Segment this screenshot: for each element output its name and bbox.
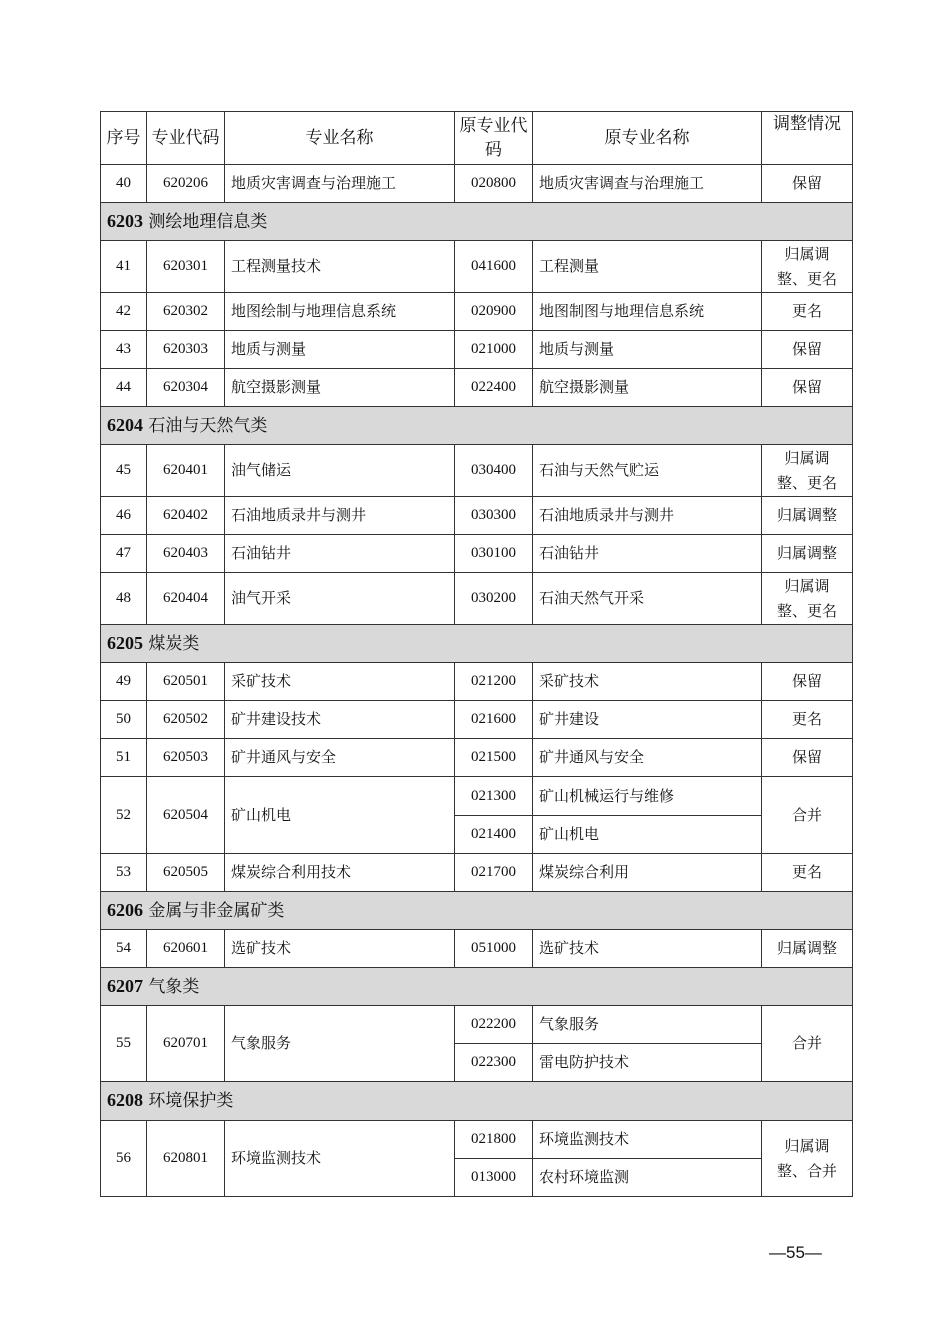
category-row	[101, 892, 853, 930]
seq-cell: 55	[101, 1006, 147, 1082]
code-cell: 620303	[147, 331, 225, 369]
code-cell: 620701	[147, 1006, 225, 1082]
table-row	[101, 497, 853, 535]
header-seq: 序号	[101, 112, 147, 165]
code-cell: 620505	[147, 854, 225, 892]
orig-code-cell: 021400	[455, 816, 533, 854]
orig-name-cell: 环境监测技术	[533, 1121, 762, 1159]
page-number: —55—	[769, 1243, 822, 1262]
orig-name-cell: 石油与天然气贮运	[533, 445, 762, 497]
code-cell: 620401	[147, 445, 225, 497]
table-row	[101, 369, 853, 407]
orig-name-cell: 地质与测量	[533, 331, 762, 369]
category-name: 金属与非金属矿类	[148, 900, 285, 921]
orig-code-cell: 021800	[455, 1121, 533, 1159]
orig-code-cell: 020800	[455, 165, 533, 203]
adjust-cell: 归属调整	[762, 930, 853, 968]
orig-name-cell: 矿井建设	[533, 701, 762, 739]
seq-cell: 50	[101, 701, 147, 739]
name-cell: 环境监测技术	[225, 1121, 455, 1197]
header-name: 专业名称	[225, 112, 455, 165]
orig-code-cell: 022200	[455, 1006, 533, 1044]
seq-cell: 56	[101, 1121, 147, 1197]
name-cell: 油气储运	[225, 445, 455, 497]
orig-code-cell: 021300	[455, 777, 533, 816]
code-cell: 620403	[147, 535, 225, 573]
name-cell: 工程测量技术	[225, 241, 455, 293]
adjust-cell: 保留	[762, 331, 853, 369]
major-adjustment-table	[100, 111, 853, 1197]
name-cell: 矿井通风与安全	[225, 739, 455, 777]
orig-code-cell: 051000	[455, 930, 533, 968]
seq-cell: 48	[101, 573, 147, 625]
orig-name-cell: 采矿技术	[533, 663, 762, 701]
orig-code-cell: 021200	[455, 663, 533, 701]
orig-code-cell: 021000	[455, 331, 533, 369]
table-row	[101, 1121, 853, 1159]
orig-name-cell: 工程测量	[533, 241, 762, 293]
orig-name-cell: 石油天然气开采	[533, 573, 762, 625]
code-cell: 620301	[147, 241, 225, 293]
seq-cell: 51	[101, 739, 147, 777]
table-row	[101, 663, 853, 701]
table-row	[101, 293, 853, 331]
category-code: 6204	[107, 414, 143, 435]
table-row	[101, 165, 853, 203]
code-cell: 620502	[147, 701, 225, 739]
orig-name-cell: 地图制图与地理信息系统	[533, 293, 762, 331]
orig-code-cell: 030400	[455, 445, 533, 497]
orig-code-cell: 020900	[455, 293, 533, 331]
table-row	[101, 331, 853, 369]
code-cell: 620501	[147, 663, 225, 701]
category-code: 6206	[107, 899, 143, 920]
orig-name-cell: 选矿技术	[533, 930, 762, 968]
category-row	[101, 203, 853, 241]
category-name: 环境保护类	[148, 1091, 234, 1111]
name-cell: 地质与测量	[225, 331, 455, 369]
category-code: 6208	[107, 1090, 143, 1110]
table-row	[101, 241, 853, 293]
adjust-cell: 归属调整、更名	[762, 445, 853, 497]
table-row	[101, 739, 853, 777]
seq-cell: 47	[101, 535, 147, 573]
header-adjust: 调整情况	[762, 112, 853, 165]
name-cell: 航空摄影测量	[225, 369, 455, 407]
orig-code-cell: 021700	[455, 854, 533, 892]
code-cell: 620404	[147, 573, 225, 625]
seq-cell: 52	[101, 777, 147, 854]
name-cell: 气象服务	[225, 1006, 455, 1082]
seq-cell: 49	[101, 663, 147, 701]
category-row	[101, 968, 853, 1006]
adjust-cell: 更名	[762, 854, 853, 892]
orig-code-cell: 030300	[455, 497, 533, 535]
code-cell: 620504	[147, 777, 225, 854]
table-row	[101, 854, 853, 892]
adjust-cell: 保留	[762, 165, 853, 203]
name-cell: 油气开采	[225, 573, 455, 625]
name-cell: 选矿技术	[225, 930, 455, 968]
orig-code-cell: 030200	[455, 573, 533, 625]
table-row	[101, 701, 853, 739]
seq-cell: 54	[101, 930, 147, 968]
adjust-cell: 更名	[762, 293, 853, 331]
adjust-cell: 归属调整、更名	[762, 573, 853, 625]
adjust-cell: 归属调整	[762, 535, 853, 573]
name-cell: 煤炭综合利用技术	[225, 854, 455, 892]
seq-cell: 45	[101, 445, 147, 497]
seq-cell: 43	[101, 331, 147, 369]
code-cell: 620801	[147, 1121, 225, 1197]
name-cell: 矿山机电	[225, 777, 455, 854]
code-cell: 620304	[147, 369, 225, 407]
seq-cell: 44	[101, 369, 147, 407]
category-code: 6205	[107, 632, 143, 653]
orig-name-cell: 雷电防护技术	[533, 1044, 762, 1082]
orig-name-cell: 航空摄影测量	[533, 369, 762, 407]
adjust-cell: 保留	[762, 663, 853, 701]
orig-name-cell: 气象服务	[533, 1006, 762, 1044]
category-row	[101, 407, 853, 445]
adjust-cell: 更名	[762, 701, 853, 739]
name-cell: 石油钻井	[225, 535, 455, 573]
table-row	[101, 445, 853, 497]
adjust-cell: 合并	[762, 1006, 853, 1082]
orig-code-cell: 030100	[455, 535, 533, 573]
orig-name-cell: 煤炭综合利用	[533, 854, 762, 892]
seq-cell: 46	[101, 497, 147, 535]
table-row	[101, 573, 853, 625]
orig-code-cell: 021500	[455, 739, 533, 777]
category-row	[101, 625, 853, 663]
orig-name-cell: 石油钻井	[533, 535, 762, 573]
category-row	[101, 1082, 853, 1121]
orig-code-cell: 022300	[455, 1044, 533, 1082]
category-code: 6207	[107, 975, 143, 996]
adjust-cell: 合并	[762, 777, 853, 854]
table-header-row	[101, 112, 853, 165]
orig-name-cell: 农村环境监测	[533, 1159, 762, 1197]
orig-name-cell: 石油地质录井与测井	[533, 497, 762, 535]
name-cell: 矿井建设技术	[225, 701, 455, 739]
category-code: 6203	[107, 210, 143, 231]
category-name: 石油与天然气类	[148, 415, 268, 436]
orig-name-cell: 矿井通风与安全	[533, 739, 762, 777]
table-row	[101, 777, 853, 816]
orig-name-cell: 地质灾害调查与治理施工	[533, 165, 762, 203]
code-cell: 620402	[147, 497, 225, 535]
code-cell: 620601	[147, 930, 225, 968]
name-cell: 地图绘制与地理信息系统	[225, 293, 455, 331]
seq-cell: 41	[101, 241, 147, 293]
seq-cell: 40	[101, 165, 147, 203]
name-cell: 采矿技术	[225, 663, 455, 701]
orig-name-cell: 矿山机械运行与维修	[533, 777, 762, 816]
category-name: 气象类	[148, 976, 200, 997]
orig-code-cell: 013000	[455, 1159, 533, 1197]
orig-code-cell: 022400	[455, 369, 533, 407]
code-cell: 620206	[147, 165, 225, 203]
header-orig-code: 原专业代码	[455, 112, 533, 165]
adjust-cell: 归属调整	[762, 497, 853, 535]
header-orig-name: 原专业名称	[533, 112, 762, 165]
table-row	[101, 535, 853, 573]
name-cell: 石油地质录井与测井	[225, 497, 455, 535]
adjust-cell: 保留	[762, 369, 853, 407]
table-row	[101, 930, 853, 968]
adjust-cell: 归属调整、合并	[762, 1121, 853, 1197]
category-name: 测绘地理信息类	[148, 211, 268, 232]
code-cell: 620302	[147, 293, 225, 331]
code-cell: 620503	[147, 739, 225, 777]
orig-code-cell: 041600	[455, 241, 533, 293]
seq-cell: 42	[101, 293, 147, 331]
adjust-cell: 归属调整、更名	[762, 241, 853, 293]
table-row	[101, 1006, 853, 1044]
category-name: 煤炭类	[148, 633, 200, 654]
adjust-cell: 保留	[762, 739, 853, 777]
orig-name-cell: 矿山机电	[533, 816, 762, 854]
seq-cell: 53	[101, 854, 147, 892]
name-cell: 地质灾害调查与治理施工	[225, 165, 455, 203]
orig-code-cell: 021600	[455, 701, 533, 739]
header-code: 专业代码	[147, 112, 225, 165]
